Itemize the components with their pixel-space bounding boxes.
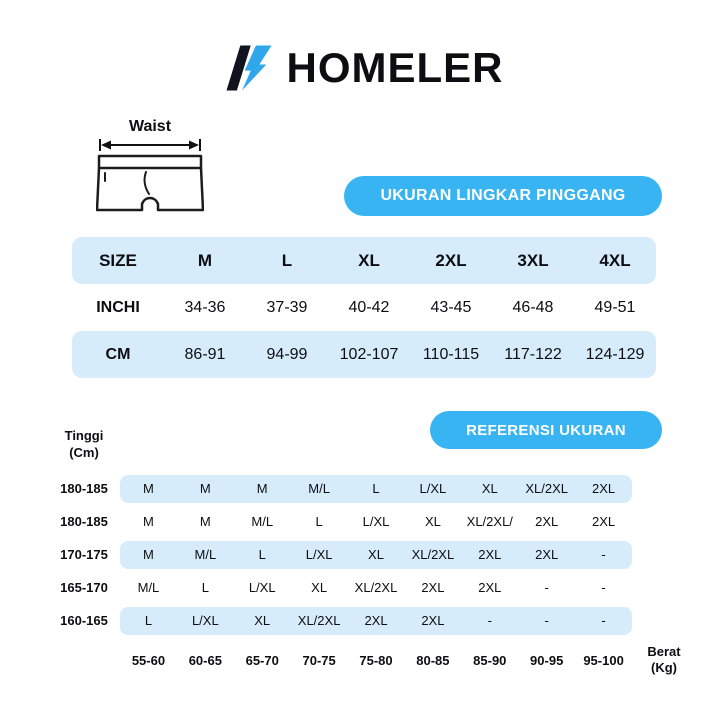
size-cell: XL — [311, 580, 328, 595]
size-cell: M — [256, 481, 268, 496]
height-range-label: 170-175 — [60, 547, 108, 562]
size-cell: XL — [481, 481, 498, 496]
height-axis-label-line1: Tinggi — [64, 428, 104, 443]
weight-range-label: 90-95 — [530, 652, 564, 668]
weight-labels-cells — [120, 646, 632, 674]
size-cell: XL/2XL — [354, 580, 398, 595]
waist-table-row — [72, 331, 656, 378]
size-cell: - — [544, 613, 549, 628]
size-cell: M — [143, 514, 154, 529]
weight-range-label: 70-75 — [302, 652, 336, 668]
size-cell: L — [372, 481, 380, 496]
waist-table-value-cell: 117-122 — [504, 345, 562, 363]
height-range-label: 180-185 — [60, 514, 108, 529]
size-cell: 2XL — [535, 547, 559, 562]
waist-table-row-label: CM — [105, 345, 131, 363]
waist-table-header-cell: 4XL — [599, 250, 631, 270]
waist-table-value-cell: 46-48 — [512, 298, 554, 316]
brand-name: HOMELER — [286, 44, 504, 91]
reference-row — [48, 505, 696, 538]
weight-range-label: 80-85 — [416, 652, 450, 668]
reference-row — [48, 472, 696, 505]
height-range-label: 165-170 — [60, 580, 108, 595]
size-cell: L — [258, 547, 266, 562]
size-cell: XL — [254, 613, 271, 628]
waist-table-value-cell: 124-129 — [585, 345, 645, 363]
banner-ukuran-lingkar-pinggang: UKURAN LINGKAR PINGGANG — [344, 176, 662, 216]
waist-table-value-cell: 102-107 — [339, 345, 399, 363]
size-cell: 2XL — [535, 514, 559, 529]
reference-row-cells — [120, 574, 632, 602]
size-cell: 2XL — [478, 580, 502, 595]
size-reference-matrix — [48, 472, 696, 675]
waist-table-value-cell: 49-51 — [594, 298, 636, 316]
height-axis-label-line2: (Cm) — [69, 444, 99, 460]
waist-table-value-cell: 110-115 — [422, 345, 480, 363]
waist-table-value-cell: 34-36 — [184, 298, 226, 316]
size-cell: L — [144, 613, 153, 628]
weight-range-label: 55-60 — [131, 652, 166, 668]
height-axis-label — [48, 428, 120, 462]
size-cell: XL/2XL — [411, 547, 455, 562]
size-cell: M/L — [308, 481, 330, 496]
size-cell: L/XL — [191, 613, 219, 628]
size-cell: M — [143, 481, 154, 496]
waist-table-header-cell: M — [197, 250, 213, 270]
boxer-shorts-drawing — [96, 152, 204, 230]
waist-table-header-cell: XL — [358, 250, 380, 270]
waist-table-value-cell: 40-42 — [348, 298, 390, 316]
reference-row-cells — [120, 508, 632, 536]
waist-label: Waist — [128, 118, 172, 135]
waist-table-header-cell: L — [281, 250, 293, 270]
size-cell: L — [315, 514, 323, 529]
reference-row — [48, 604, 696, 637]
size-cell: XL — [368, 547, 384, 562]
weight-range-label: 85-90 — [473, 652, 507, 668]
weight-axis-label — [632, 644, 696, 675]
waist-table-header-cell: SIZE — [99, 250, 137, 270]
waist-table-value-cell: 94-99 — [266, 345, 308, 363]
height-range-label: 160-165 — [60, 613, 108, 628]
brand-logo-icon — [223, 42, 275, 94]
weight-range-label: 95-100 — [583, 652, 624, 668]
waist-table-header-cell: 2XL — [435, 250, 467, 270]
weight-range-label: 65-70 — [245, 652, 279, 668]
size-cell: L — [201, 580, 209, 595]
size-cell: 2XL — [421, 580, 445, 595]
waist-table-row-label: INCHI — [96, 298, 140, 316]
brand-logo — [0, 42, 726, 94]
waist-diagram — [94, 118, 206, 230]
size-cell: XL/2XL — [297, 613, 341, 628]
size-cell: L/XL — [419, 481, 447, 496]
weight-range-label: 60-65 — [188, 652, 222, 668]
waist-table-value-cell: 43-45 — [430, 298, 472, 316]
size-cell: - — [601, 613, 606, 628]
size-cell: M/L — [251, 514, 274, 529]
size-cell: L/XL — [362, 514, 390, 529]
height-range-label: 180-185 — [60, 481, 108, 496]
reference-row — [48, 571, 696, 604]
waist-size-table — [72, 237, 656, 378]
size-cell: M/L — [194, 547, 217, 562]
size-cell: XL/2XL — [525, 481, 568, 496]
waist-measure-arrow-icon — [98, 138, 202, 152]
size-cell: 2XL — [592, 481, 616, 496]
size-cell: - — [601, 547, 606, 562]
size-cell: XL/2XL/ — [466, 514, 513, 529]
size-cell: 2XL — [478, 547, 502, 562]
size-cell: L/XL — [305, 547, 333, 562]
weight-axis-label-line2: (Kg) — [651, 660, 677, 675]
waist-table-row — [72, 284, 656, 331]
reference-row — [48, 538, 696, 571]
weight-range-label: 75-80 — [359, 652, 393, 668]
size-cell: - — [544, 580, 549, 595]
size-cell: M — [199, 481, 211, 496]
size-cell: 2XL — [592, 514, 616, 529]
size-cell: M — [199, 514, 211, 529]
size-cell: L/XL — [248, 580, 276, 595]
size-cell: M — [143, 547, 154, 562]
waist-table-value-cell: 86-91 — [184, 345, 226, 363]
weight-axis-label-line1: Berat — [647, 644, 681, 660]
size-cell: XL — [424, 514, 441, 529]
reference-row-cells — [120, 475, 632, 503]
banner-referensi-ukuran: REFERENSI UKURAN — [430, 411, 662, 449]
waist-table-header-row — [72, 237, 656, 284]
waist-table-header-cell: 3XL — [517, 250, 549, 270]
reference-row-cells — [120, 541, 632, 569]
weight-labels-row — [48, 645, 696, 675]
size-cell: M/L — [137, 580, 160, 595]
size-cell: - — [487, 613, 492, 628]
size-cell: 2XL — [421, 613, 445, 628]
size-cell: 2XL — [364, 613, 388, 628]
reference-row-cells — [120, 607, 632, 635]
waist-table-value-cell: 37-39 — [266, 298, 308, 316]
size-cell: - — [601, 580, 606, 595]
